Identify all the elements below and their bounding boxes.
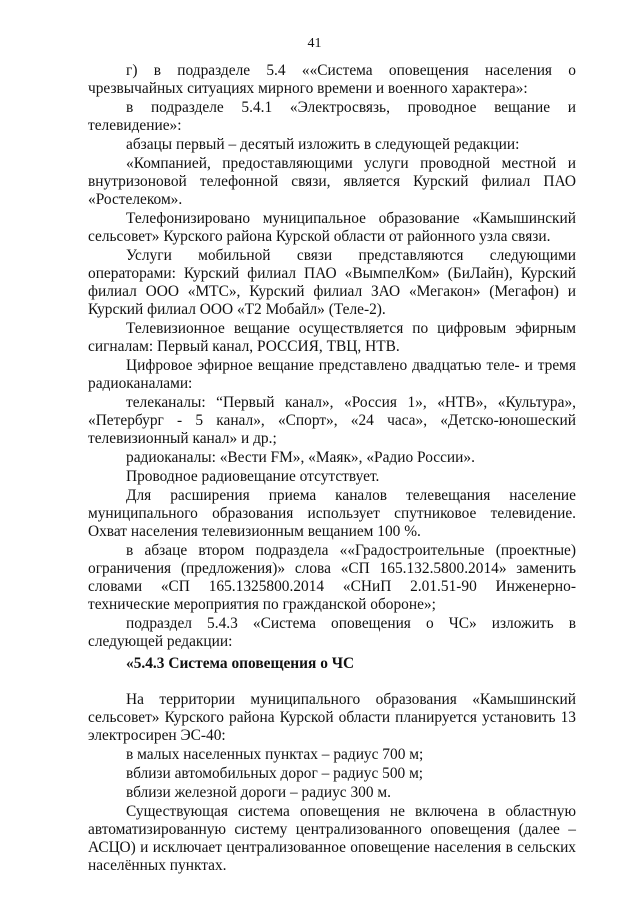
paragraph-tv-channels: телеканалы: “Первый канал», «Россия 1», «НТВ», «Культура», «Петербург - 5 канал», «Спорт», «24 часа», «Детско-юношеский телевизионный канал» и др.;	[88, 394, 576, 447]
paragraph-subsection-5-4-3-instruction: подраздел 5.4.3 «Система оповещения о ЧС» изложить в следующей редакции:	[88, 615, 576, 650]
paragraph-sirens-plan: На территории муниципального образования «Камышинский сельсовет» Курского района Курской области планируется установить 13 электросирен ЭС-40:	[88, 691, 576, 744]
paragraph-mobile-operators: Услуги мобильной связи представляются следующими операторами: Курский филиал ПАО «ВымпелКом» (БиЛайн), Курский филиал ООО «МТС», Курский филиал ЗАО «Мегакон» (Мегафон) и Курский филиал ООО «Т2 Мобайл» (Теле-2).	[88, 247, 576, 318]
paragraph-urban-restrictions: в абзаце втором подраздела ««Градостроительные (проектные) ограничения (предложения)» слова «СП 165.132.5800.2014» заменить словами «СП 165.1325800.2014 «СНиП 2.01.51-90 Инженерно-технические мероприятия по гражданской обороне»;	[88, 542, 576, 613]
document-body	[88, 62, 576, 876]
paragraph-telephone-provider: «Компанией, предоставляющими услуги проводной местной и внутризоновой телефонной связи, является Курский филиал ПАО «Ростелеком».	[88, 155, 576, 208]
paragraph-edit-instruction: абзацы первый – десятый изложить в следующей редакции:	[126, 136, 520, 153]
paragraph-radius-small-settlements: в малых населенных пунктах – радиус 700 м;	[126, 746, 424, 763]
paragraph-wired-radio: Проводное радиовещание отсутствует.	[126, 468, 380, 485]
paragraph-subsection-5-4-1: в подразделе 5.4.1 «Электросвязь, проводное вещание и телевидение»:	[88, 99, 576, 134]
page-number: 41	[307, 36, 322, 51]
paragraph-existing-system: Существующая система оповещения не включена в областную автоматизированную систему централизованного оповещения (далее – АСЦО) и исключает централизованное оповещение населения в сельских населённых пунктах.	[88, 803, 576, 874]
paragraph-radius-roads: вблизи автомобильных дорог – радиус 500 м;	[126, 765, 424, 782]
paragraph-telephonization: Телефонизировано муниципальное образование «Камышинский сельсовет» Курского района Курской области от районного узла связи.	[88, 210, 576, 245]
paragraph-tv-broadcast: Телевизионное вещание осуществляется по цифровым эфирным сигналам: Первый канал, РОССИЯ, ТВЦ, НТВ.	[88, 320, 576, 355]
paragraph-subsection-g: г) в подразделе 5.4 ««Система оповещения населения о чрезвычайных ситуациях мирного времени и военного характера»:	[88, 62, 576, 97]
paragraph-satellite-tv: Для расширения приема каналов телевещания население муниципального образования использует спутниковое телевидение. Охват населения телевизионным вещанием 100 %.	[88, 487, 576, 540]
blank-line	[88, 673, 576, 691]
paragraph-radius-railway: вблизи железной дороги – радиус 300 м.	[126, 784, 391, 801]
paragraph-radio-channels: радиоканалы: «Вести FM», «Маяк», «Радио России».	[126, 449, 475, 466]
section-heading: «5.4.3 Система оповещения о ЧС	[126, 655, 355, 672]
paragraph-digital-broadcast: Цифровое эфирное вещание представлено двадцатью теле- и тремя радиоканалами:	[88, 357, 576, 392]
